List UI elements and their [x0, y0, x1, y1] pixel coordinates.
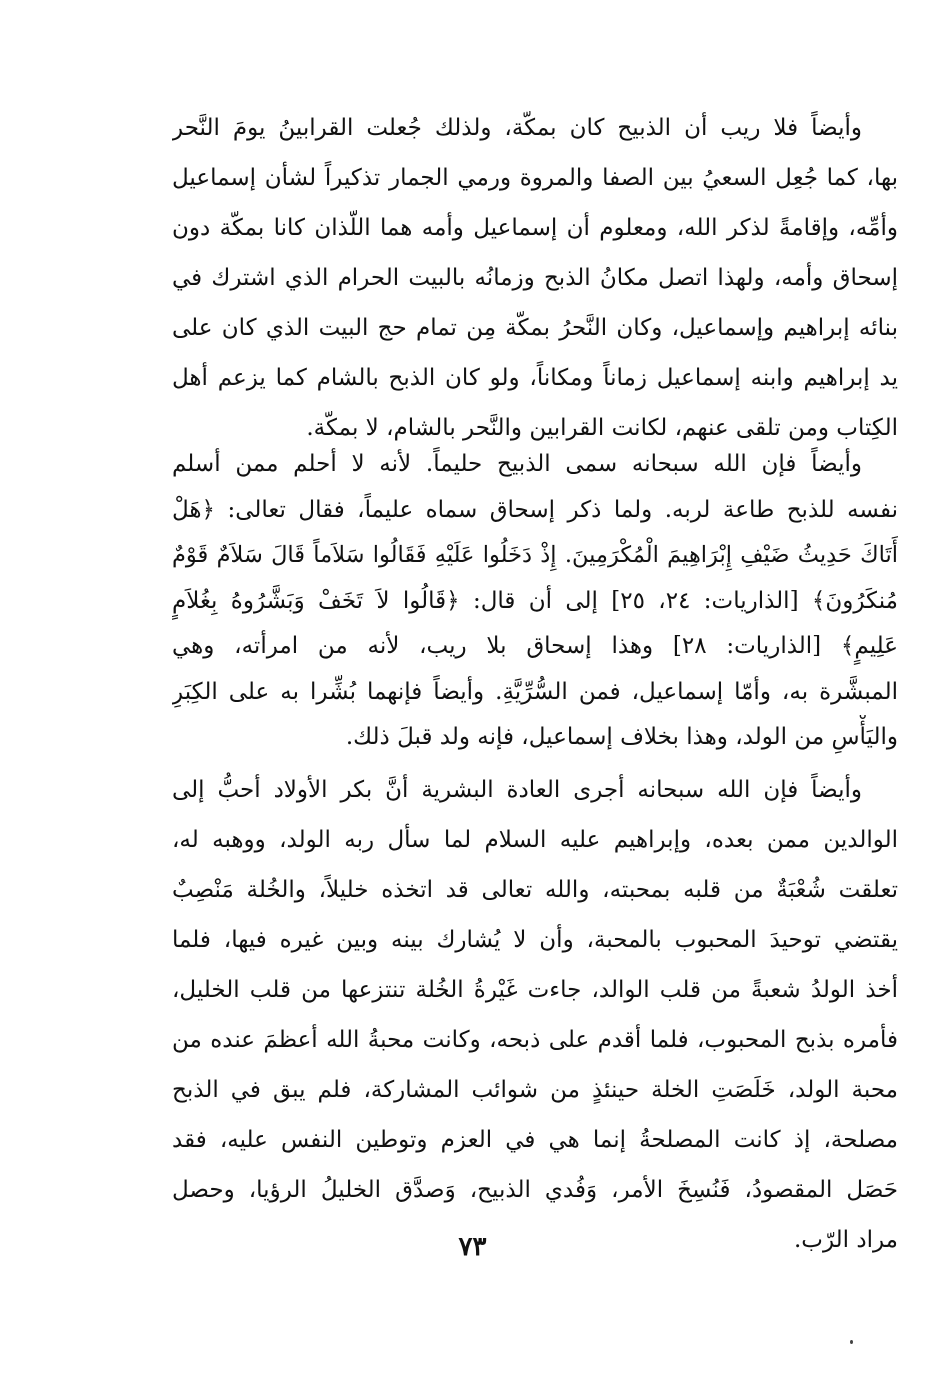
text-line: يقتضي توحيدَ المحبوب بالمحبة، وأن لا يُشارك بينه وبين غيره فيها، فلما: [172, 927, 898, 953]
scan-speck: [850, 1340, 853, 1344]
text-line: نفسه للذبح طاعة لربه. ولما ذكر إسحاق سماه عليماً، فقال تعالى: ﴿هَلْ: [172, 496, 898, 523]
text-line: المبشَّرة به، وأمّا إسماعيل، فمن السُّرِّيَّةِ. وأيضاً فإنهما بُشِّرا به على الكِبَرِ: [172, 678, 898, 705]
text-line: عَلِيمٍ﴾ [الذاريات: ٢٨] وهذا إسحاق بلا ريب، لأنه من امرأته، وهي: [172, 633, 898, 659]
text-line: إسحاق وأمه، ولهذا اتصل مكانُ الذبح وزمانُه بالبيت الحرام الذي اشترك في: [172, 265, 898, 291]
text-line: وأيضاً فلا ريب أن الذبيح كان بمكّة، ولذلك جُعلت القرابينُ يومَ النَّحر: [172, 115, 862, 141]
paragraph-3: [172, 765, 898, 1265]
paragraph-2: [172, 442, 898, 761]
page-number: ٧٣: [458, 1232, 487, 1262]
text-line: فأمره بذبح المحبوب، فلما أقدم على ذبحه، وكانت محبةُ الله أعظمَ عنده من: [172, 1027, 898, 1053]
text-line: بنائه إبراهيم وإسماعيل، وكان النَّحرُ بمكّة مِن تمام حج البيت الذي كان على: [172, 315, 898, 341]
text-line: محبة الولد، خَلَصَتِ الخلة حينئذٍ من شوائب المشاركة، فلم يبق في الذبح: [172, 1077, 898, 1103]
quran-verse-line: مُنكَرُونَ﴾ [الذاريات: ٢٤، ٢٥] إلى أن قال: ﴿قَالُوا لاَ تَخَفْ وَبَشَّرُوهُ بِغُلاَمٍ: [172, 587, 898, 614]
text-line: تعلقت شُعْبَةٌ من قلبه بمحبته، والله تعالى قد اتخذه خليلاً، والخُلة مَنْصِبٌ: [172, 877, 898, 903]
paragraph-1: [172, 103, 898, 453]
text-line: الوالدين ممن بعده، وإبراهيم عليه السلام لما سأل ربه الولد، ووهبه له،: [172, 827, 898, 853]
text-line: مراد الرّب.: [793, 1227, 898, 1253]
text-line: وأيضاً فإن الله سبحانه سمى الذبيح حليماً. لأنه لا أحلم ممن أسلم: [172, 451, 862, 477]
text-line: مصلحة، إذ كانت المصلحةُ إنما هي في العزم وتوطين النفس عليه، فقد: [172, 1127, 898, 1153]
text-line: حَصَل المقصودُ، فَنُسِخَ الأمر، وَفُدي الذبيح، وَصدَّق الخليلُ الرؤيا، وحصل: [172, 1177, 898, 1203]
text-line: وأيضاً فإن الله سبحانه أجرى العادة البشرية أنَّ بكر الأولاد أحبُّ إلى: [172, 777, 862, 803]
text-line: يد إبراهيم وابنه إسماعيل زماناً ومكاناً، ولو كان الذبح بالشام كما يزعم أهل: [172, 365, 898, 391]
text-line: بها، كما جُعِل السعيُ بين الصفا والمروة ورمي الجمار تذكيراً لشأن إسماعيل: [172, 165, 898, 191]
quran-verse-line: أَتَاكَ حَدِيثُ ضَيْفِ إِبْرَاهِيمَ الْمُكْرَمِينَ. إِذْ دَخَلُوا عَلَيْهِ فَقَالُوا سَلاَماً قَالَ سَلاَمٌ قَوْمٌ: [172, 542, 898, 568]
text-line: واليَأْسِ من الولد، وهذا بخلاف إسماعيل، فإنه ولد قبلَ ذلك.: [345, 724, 898, 750]
text-line: الكِتاب ومن تلقى عنهم، لكانت القرابين والنَّحر بالشام، لا بمكّة.: [306, 415, 898, 441]
text-line: وأمِّه، وإقامةً لذكر الله، ومعلوم أن إسماعيل وأمه هما اللّذان كانا بمكّة دون: [172, 215, 898, 241]
text-line: أخذ الولدُ شعبةً من قلب الوالد، جاءت غَيْرةُ الخُلة تنتزعها من قلب الخليل،: [172, 977, 898, 1003]
